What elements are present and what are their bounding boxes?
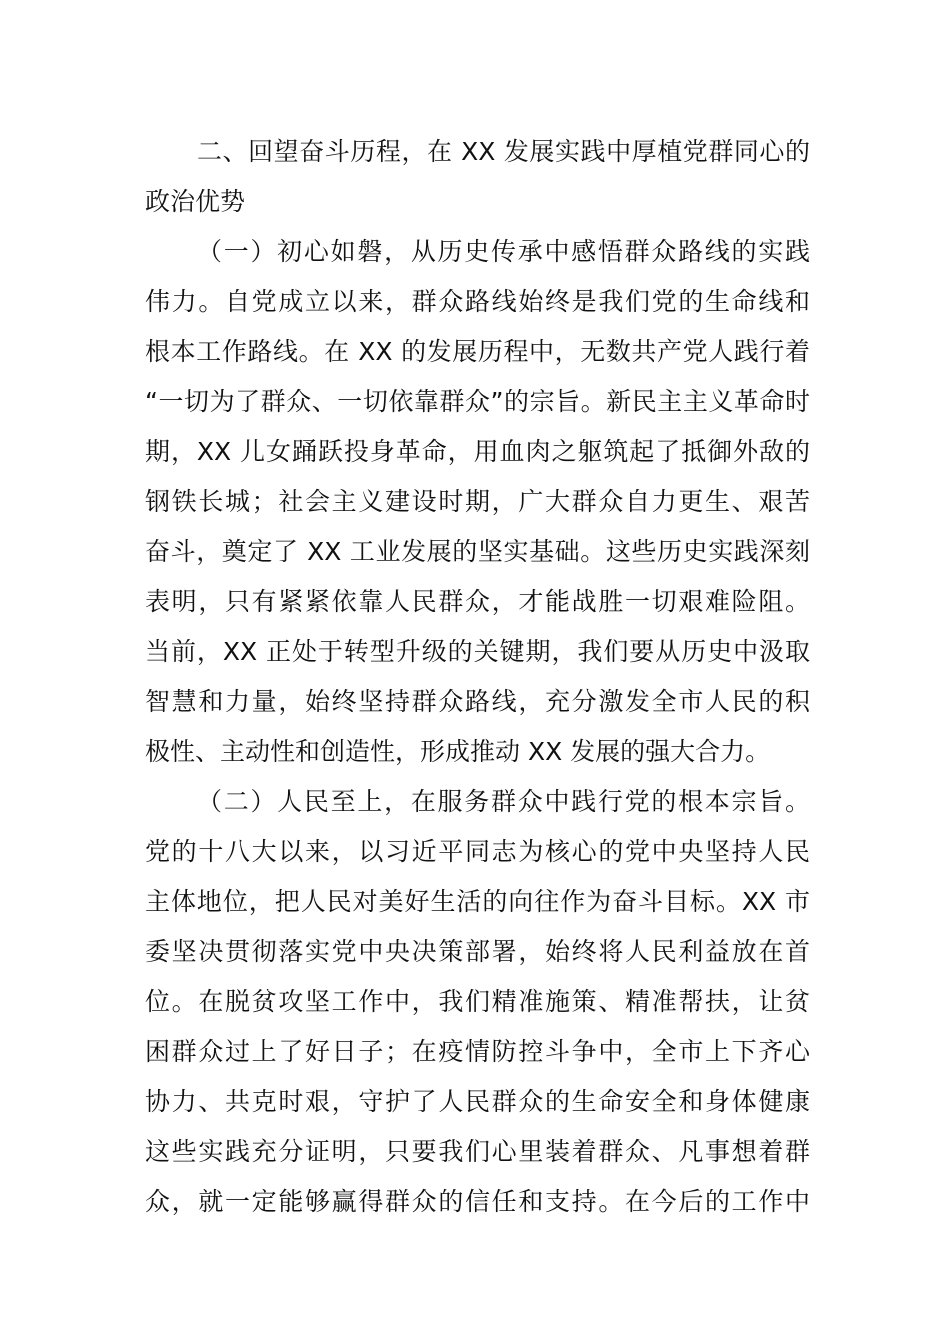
- heading-line: 二、回望奋斗历程，在 XX 发展实践中厚植党群同心的: [197, 137, 810, 166]
- text-line: 根本工作路线。在 XX 的发展历程中，无数共产党人践行着: [145, 337, 810, 366]
- text-line: 期，XX 儿女踊跃投身革命，用血肉之躯筑起了抵御外敌的: [145, 437, 810, 466]
- heading-line: 政治优势: [145, 187, 246, 216]
- paragraph-1: [145, 227, 810, 777]
- text-line: 位。在脱贫攻坚工作中，我们精准施策、精准帮扶，让贫: [145, 987, 810, 1016]
- text-line: 这些实践充分证明，只要我们心里装着群众、凡事想着群: [145, 1137, 810, 1166]
- text-line: 困群众过上了好日子；在疫情防控斗争中，全市上下齐心: [145, 1037, 810, 1066]
- text-line: 表明，只有紧紧依靠人民群众，才能战胜一切艰难险阻。: [145, 587, 810, 616]
- text-line: 伟力。自党成立以来，群众路线始终是我们党的生命线和: [145, 287, 810, 316]
- paragraph-2: [145, 777, 810, 1227]
- document-page: [145, 127, 810, 1227]
- text-line: 主体地位，把人民对美好生活的向往作为奋斗目标。XX 市: [145, 887, 810, 916]
- text-line: 钢铁长城；社会主义建设时期，广大群众自力更生、艰苦: [145, 487, 810, 516]
- text-line: 委坚决贯彻落实党中央决策部署，始终将人民利益放在首: [145, 937, 810, 966]
- text-line: （二）人民至上，在服务群众中践行党的根本宗旨。: [197, 787, 810, 816]
- text-line: 奋斗，奠定了 XX 工业发展的坚实基础。这些历史实践深刻: [145, 537, 810, 566]
- text-line: 当前，XX 正处于转型升级的关键期，我们要从历史中汲取: [145, 637, 810, 666]
- text-line: （一）初心如磐，从历史传承中感悟群众路线的实践: [197, 237, 810, 266]
- text-line: 极性、主动性和创造性，形成推动 XX 发展的强大合力。: [145, 737, 771, 766]
- text-line: 众，就一定能够赢得群众的信任和支持。在今后的工作中: [145, 1187, 810, 1216]
- text-line: 智慧和力量，始终坚持群众路线，充分激发全市人民的积: [145, 687, 810, 716]
- text-line: 协力、共克时艰，守护了人民群众的生命安全和身体健康: [145, 1087, 810, 1116]
- text-line: 党的十八大以来，以习近平同志为核心的党中央坚持人民: [145, 837, 810, 866]
- text-line: “一切为了群众、一切依靠群众”的宗旨。新民主主义革命时: [145, 387, 810, 416]
- section-heading: [145, 127, 810, 227]
